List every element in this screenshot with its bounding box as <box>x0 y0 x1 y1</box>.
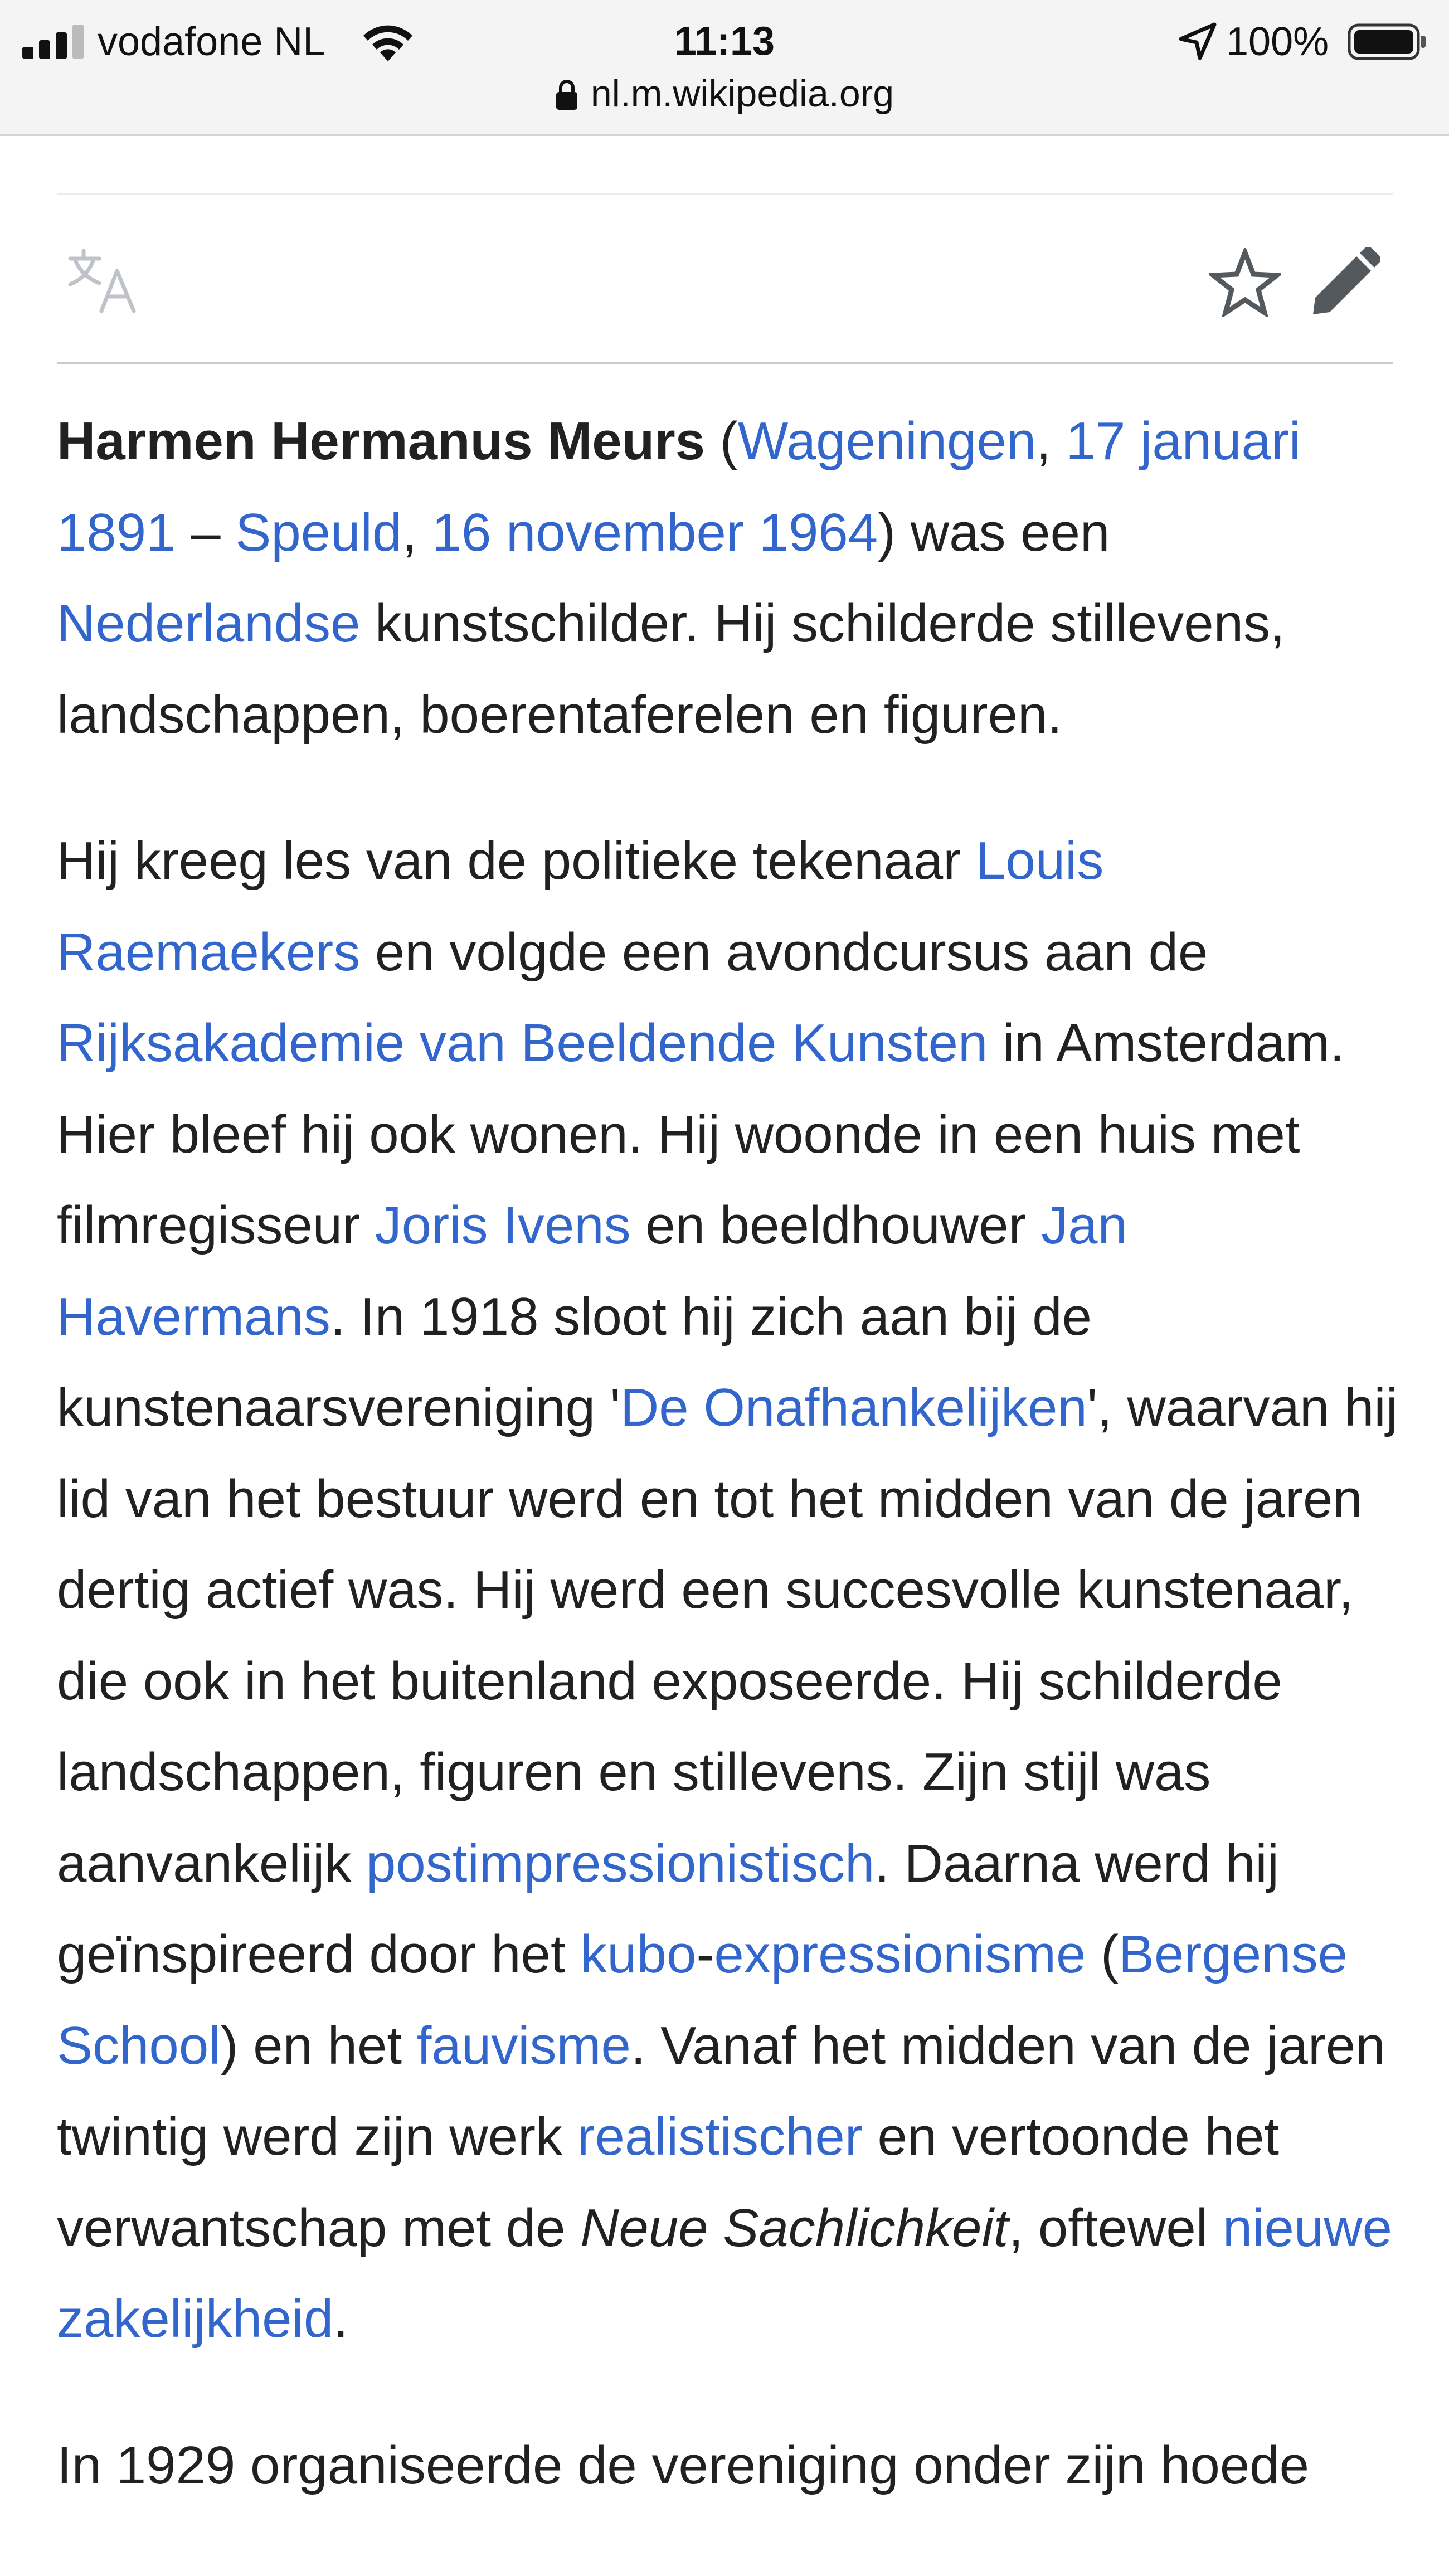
text-run: en volgde een avondcursus aan de <box>360 922 1208 982</box>
address-url: nl.m.wikipedia.org <box>590 72 894 115</box>
link-birth-date[interactable]: 17 januari 1891 <box>57 411 1301 562</box>
text-run: ) en het <box>220 2015 417 2076</box>
text-run: . In 1918 sloot hij zich aan bij de kunstenaarsvereniging ' <box>57 1286 1092 1437</box>
carrier-name: vodafone NL <box>98 20 325 64</box>
page-actions-toolbar <box>57 193 1393 364</box>
intro-paragraph <box>57 396 1406 760</box>
link-fauvisme[interactable]: fauvisme <box>416 2015 631 2076</box>
text-run: ) was een <box>878 502 1110 562</box>
article-subject: Harmen Hermanus Meurs <box>57 411 706 471</box>
article-content <box>57 396 1406 2566</box>
text-run: en vertoonde het verwantschap met de <box>57 2107 1279 2258</box>
link-kubo[interactable]: kubo <box>580 1924 697 1984</box>
clock-time: 11:13 <box>674 19 775 64</box>
link-jan-havermans[interactable]: Jan Havermans <box>57 1195 1127 1347</box>
next-paragraph <box>57 2420 1406 2511</box>
language-icon[interactable] <box>67 249 139 315</box>
biography-paragraph <box>57 815 1406 2365</box>
text-run: in Amsterdam. Hier bleef hij ook wonen. Hij woonde in een huis met filmregisseur <box>57 1013 1345 1255</box>
location-arrow-icon <box>1179 22 1217 60</box>
link-louis-raemaekers[interactable]: Louis Raemaekers <box>57 831 1104 982</box>
text-run: Hij kreeg les van de politieke tekenaar <box>57 831 976 891</box>
text-run: – <box>176 502 236 562</box>
text-run: kunstschilder. Hij schilderde stillevens, landschappen, boerentaferelen en figuren. <box>57 594 1285 745</box>
link-rijksakademie[interactable]: Rijksakademie van Beeldende Kunsten <box>57 1013 988 1073</box>
link-death-date[interactable]: 16 november 1964 <box>431 502 878 562</box>
lock-icon <box>555 79 578 110</box>
status-row <box>0 8 1449 64</box>
status-bar <box>0 0 1449 136</box>
text-run: . Vanaf het midden van de jaren twintig werd zijn werk <box>57 2015 1385 2166</box>
text-run: In 1929 organiseerde de vereniging onder zijn hoede <box>57 2435 1309 2495</box>
link-de-onafhankelijken[interactable]: De Onafhankelijken <box>620 1378 1087 1437</box>
link-nederlandse[interactable]: Nederlandse <box>57 594 361 653</box>
text-run: , oftewel <box>1008 2198 1223 2258</box>
address-bar[interactable] <box>0 66 1449 121</box>
link-nieuwe-zakelijkheid[interactable]: nieuwe zakelijkheid <box>57 2198 1392 2349</box>
link-wageningen[interactable]: Wageningen <box>737 411 1037 471</box>
edit-pencil-icon[interactable] <box>1310 247 1380 318</box>
text-run: ( <box>705 411 738 471</box>
text-run: , <box>402 502 432 562</box>
link-postimpressionistisch[interactable]: postimpressionistisch <box>366 1833 875 1893</box>
link-expressionisme[interactable]: expressionisme <box>714 1924 1086 1984</box>
italic-term: Neue Sachlichkeit <box>580 2198 1009 2258</box>
battery-icon <box>1348 23 1427 60</box>
text-run: ( <box>1086 1924 1119 1984</box>
text-run: . <box>333 2289 348 2349</box>
link-joris-ivens[interactable]: Joris Ivens <box>375 1195 631 1255</box>
watch-star-icon[interactable] <box>1209 248 1281 317</box>
text-run: , <box>1036 411 1066 471</box>
text-run: ', waarvan hij lid van het bestuur werd en tot het midden van de jaren dertig actief was. Hij werd een succesvolle kunstenaar, die ook in het buitenland exposeerde. Hij schilderde landschappen, figuren en stillevens. Zijn stijl was aanvankelijk <box>57 1378 1398 1893</box>
text-run: . Daarna werd hij geïnspireerd door het <box>57 1833 1279 1984</box>
battery-percentage: 100% <box>1226 20 1329 64</box>
text-run: - <box>696 1924 714 1984</box>
link-speuld[interactable]: Speuld <box>235 502 402 562</box>
link-realistischer[interactable]: realistischer <box>577 2107 863 2166</box>
link-bergense-school[interactable]: Bergense School <box>57 1924 1348 2076</box>
text-run: en beeldhouwer <box>630 1195 1042 1255</box>
